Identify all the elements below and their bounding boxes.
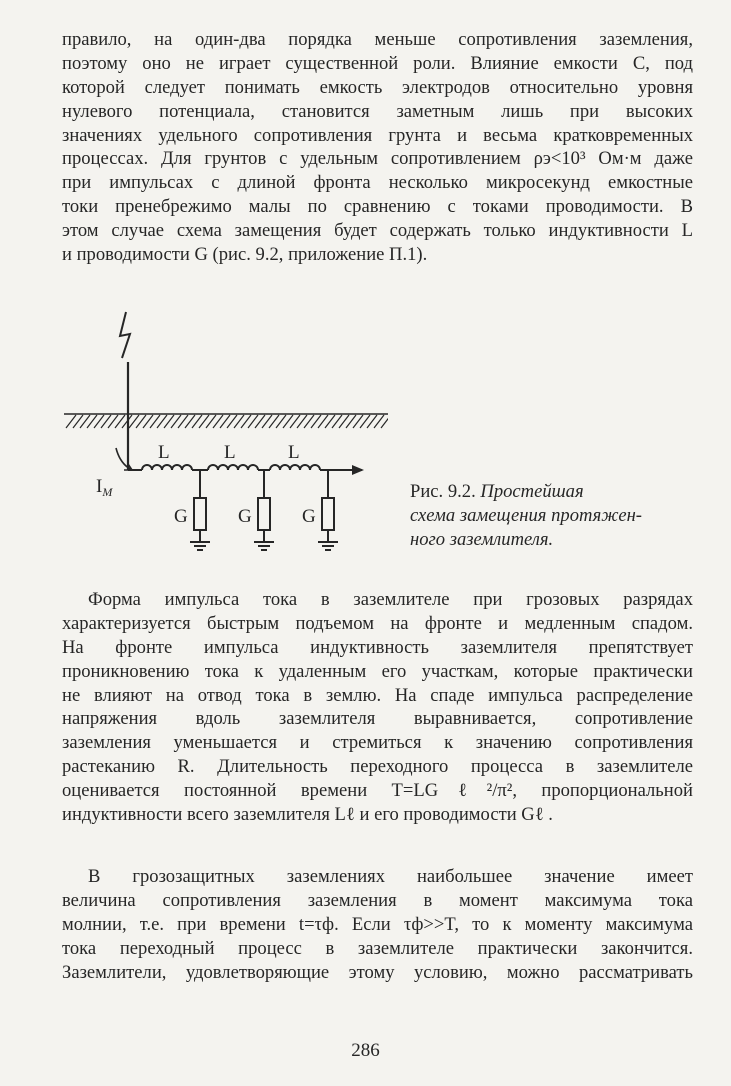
- caption-line: схема замещения протяжен-: [410, 505, 643, 526]
- text-line: растеканию R. Длительность переходного процесса в заземлителе: [62, 756, 693, 778]
- text-line: и проводимости G (рис. 9.2, приложение П.1).: [62, 244, 428, 266]
- text-line: не влияют на отвод тока в землю. На спаде импульса распределение: [62, 684, 693, 706]
- conductance-label-1: G: [174, 506, 188, 527]
- equivalent-circuit-figure: [58, 306, 388, 556]
- text-line: Заземлители, удовлетворяющие этому условию, можно рассматривать: [62, 961, 693, 983]
- inductor-2: [208, 465, 258, 470]
- conductance-label-3: G: [302, 506, 316, 527]
- text-line: молнии, т.е. при времени t=τф. Если τф>>T, то к моменту максимума: [62, 913, 693, 935]
- page-number: 286: [351, 1040, 380, 1061]
- figure-caption: [410, 480, 700, 552]
- inductor-1: [142, 465, 192, 470]
- text-line: индуктивности всего заземлителя Lℓ и его проводимости Gℓ .: [62, 804, 553, 826]
- text-line: Форма импульса тока в заземлителе при грозовых разрядах: [88, 589, 693, 610]
- text-line: На фронте импульса индуктивность заземлителя препятствует: [62, 636, 693, 658]
- conductance-branch-2: [254, 470, 274, 550]
- text-line: правило, на один-два порядка меньше сопротивления заземления,: [62, 29, 693, 50]
- conductance-branch-3: [318, 470, 338, 550]
- text-line: поэтому оно не играет существенной роли. Влияние емкости C, под: [62, 52, 693, 74]
- text-line: характеризуется быстрым подъемом на фронте и медленным спадом.: [62, 612, 693, 634]
- text-line: токи пренебрежимо малы по сравнению с токами проводимости. В: [62, 196, 693, 218]
- paragraph-2: [62, 588, 693, 827]
- caption-line: Простейшая: [480, 481, 584, 502]
- conductance-label-2: G: [238, 506, 252, 527]
- inductor-label-1: L: [158, 442, 170, 463]
- text-line: которой следует понимать емкость электродов относительно уровня: [62, 76, 693, 98]
- inductor-label-3: L: [288, 442, 300, 463]
- text-line: величина сопротивления заземления в момент максимума тока: [62, 889, 693, 911]
- lightning-icon: [120, 312, 130, 358]
- inductor-label-2: L: [224, 442, 236, 463]
- text-line: при импульсах с длиной фронта несколько микросекунд емкостные: [62, 172, 693, 194]
- text-line: тока переходный процесс в заземлителе практически закончится.: [62, 937, 693, 959]
- inductor-3: [270, 465, 320, 470]
- current-label: $I_M$: [96, 476, 113, 499]
- text-line: процессах. Для грунтов с удельным сопротивлением ρэ<10³ Ом·м даже: [62, 148, 693, 170]
- caption-label: Рис. 9.2.: [410, 481, 476, 502]
- caption-line: ного заземлителя.: [410, 529, 554, 550]
- text-line: этом случае схема замещения будет содержать только индуктивности L: [62, 220, 693, 242]
- text-line: оценивается постоянной времени T=LGℓ²/π², пропорциональной: [62, 780, 693, 802]
- conductance-branch-1: [190, 470, 210, 550]
- paragraph-3: [62, 865, 693, 984]
- text-line: В грозозащитных заземлениях наибольшее значение имеет: [88, 866, 693, 887]
- text-line: нулевого потенциала, становится заметным лишь при высоких: [62, 100, 693, 122]
- text-line: заземления уменьшается и стремиться к значению сопротивления: [62, 732, 693, 754]
- text-line: значениях удельного сопротивления грунта и весьма кратковременных: [62, 124, 693, 146]
- ground-hatching: [66, 415, 388, 428]
- text-line: проникновению тока к удаленным его участкам, которые практически: [62, 660, 693, 682]
- text-line: напряжения вдоль заземлителя выравнивается, сопротивление: [62, 708, 693, 730]
- paragraph-1: [62, 28, 693, 267]
